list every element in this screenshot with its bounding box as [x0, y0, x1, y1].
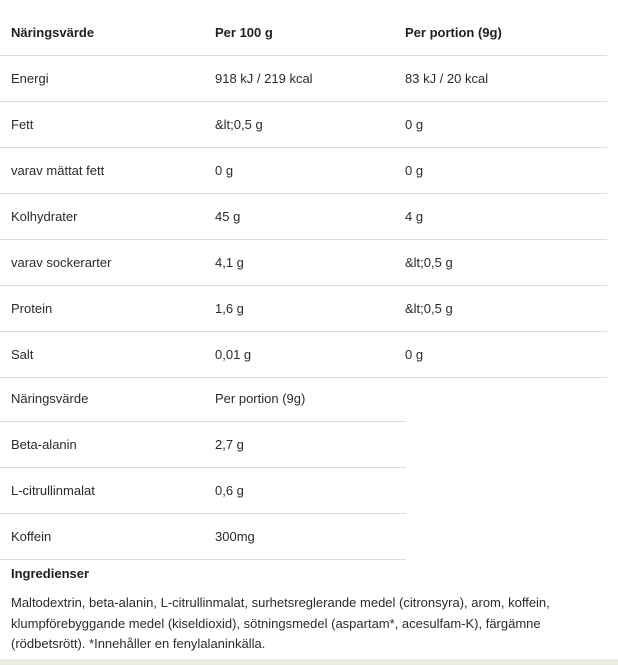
nutrition-table — [0, 10, 607, 378]
active-value: Per portion (9g) — [215, 391, 306, 406]
active-name: Näringsvärde — [11, 391, 89, 406]
table-row — [0, 56, 607, 102]
table-row — [0, 286, 607, 332]
per-100g-value: 0,01 g — [215, 347, 252, 362]
nutrient-name: Fett — [11, 117, 34, 132]
nutrient-name: varav mättat fett — [11, 163, 105, 178]
page-bottom-strip — [0, 659, 618, 665]
active-ingredients-table — [0, 376, 406, 560]
table-header-row — [0, 10, 607, 56]
table-row — [0, 332, 607, 378]
table-row — [0, 240, 607, 286]
table-row — [0, 376, 406, 422]
per-100g-value: 0 g — [215, 163, 234, 178]
per-portion-value: 83 kJ / 20 kcal — [405, 71, 489, 86]
per-100g-value: 918 kJ / 219 kcal — [215, 71, 313, 86]
per-100g-value: 1,6 g — [215, 301, 244, 316]
nutrient-name: varav sockerarter — [11, 255, 112, 270]
per-portion-value: &lt;0,5 g — [405, 255, 453, 270]
per-portion-value: &lt;0,5 g — [405, 301, 453, 316]
table-row — [0, 422, 406, 468]
nutrient-name: Energi — [11, 71, 49, 86]
header-per-100g: Per 100 g — [215, 25, 273, 40]
per-100g-value: 45 g — [215, 209, 241, 224]
header-per-portion: Per portion (9g) — [405, 25, 502, 40]
active-name: L-citrullinmalat — [11, 483, 95, 498]
ingredients-text: Maltodextrin, beta-alanin, L-citrullinmalat, surhetsreglerande medel (citronsyra), arom, koffein, klumpförebyggande medel (kiseldioxid), sötningsmedel (aspartam*, acesulfam-K), färgämne (rödbetsrött). *Innehåller en fenylalaninkälla. — [11, 595, 550, 651]
nutrient-name: Salt — [11, 347, 34, 362]
per-100g-value: &lt;0,5 g — [215, 117, 263, 132]
table-row — [0, 148, 607, 194]
nutrient-name: Kolhydrater — [11, 209, 78, 224]
active-name: Beta-alanin — [11, 437, 77, 452]
ingredients-title: Ingredienser — [11, 566, 90, 581]
active-value: 0,6 g — [215, 483, 244, 498]
per-portion-value: 4 g — [405, 209, 424, 224]
per-portion-value: 0 g — [405, 117, 424, 132]
active-name: Koffein — [11, 529, 52, 544]
table-row — [0, 468, 406, 514]
per-portion-value: 0 g — [405, 163, 424, 178]
table-row — [0, 194, 607, 240]
header-nutrient: Näringsvärde — [11, 25, 95, 40]
per-portion-value: 0 g — [405, 347, 424, 362]
active-value: 2,7 g — [215, 437, 244, 452]
table-row — [0, 102, 607, 148]
table-row — [0, 514, 406, 560]
active-value: 300mg — [215, 529, 255, 544]
per-100g-value: 4,1 g — [215, 255, 244, 270]
nutrient-name: Protein — [11, 301, 53, 316]
